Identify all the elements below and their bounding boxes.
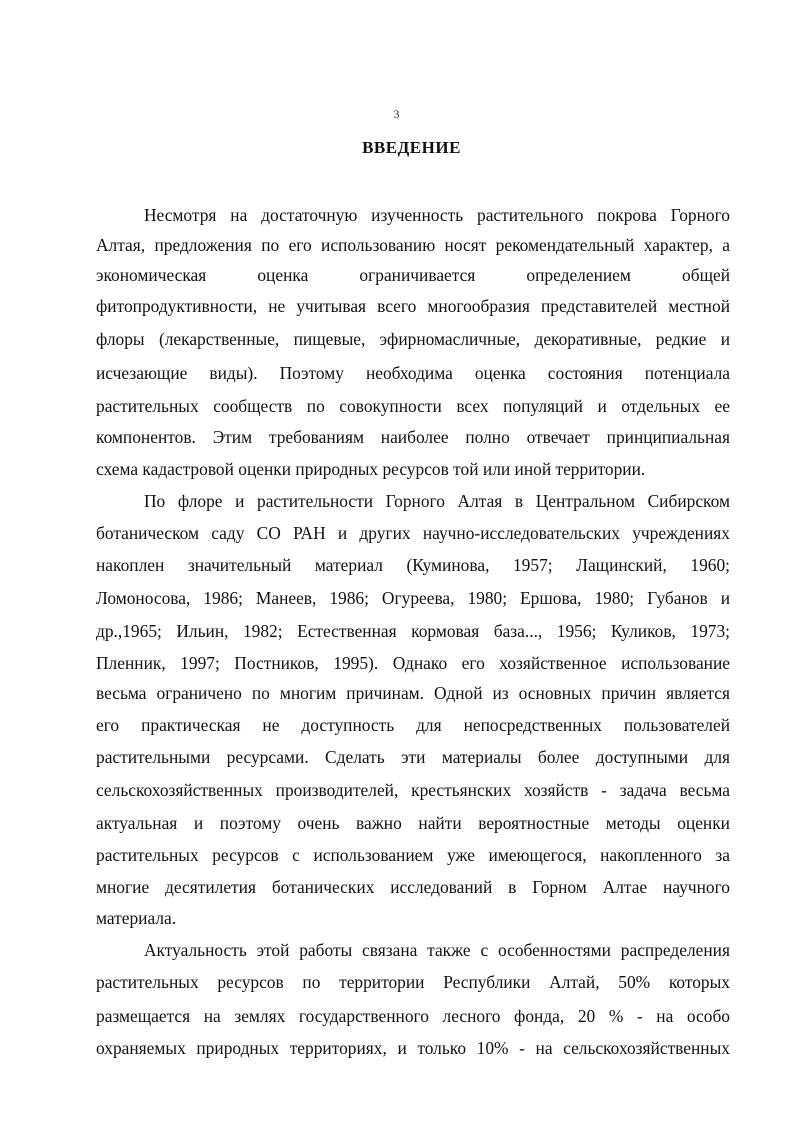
paragraph-2-line: актуальная и поэтому очень важно найти вероятностные методы оценки [96,813,730,833]
paragraph-2-line: растительными ресурсами. Сделать эти материалы более доступными для [96,747,730,767]
paragraph-2-line: накоплен значительный материал (Куминова, 1957; Лащинский, 1960; [96,555,730,575]
paragraph-2-line: многие десятилетия ботанических исследований в Горном Алтае научного [96,877,730,897]
paragraph-3-line: Актуальность этой работы связана также с особенностями распределения [144,940,730,960]
paragraph-2-line: Ломоносова, 1986; Манеев, 1986; Огуреева, 1980; Ершова, 1980; Губанов и [96,588,730,608]
paragraph-1-line: флоры (лекарственные, пищевые, эфирномасличные, декоративные, редкие и [96,329,730,349]
paragraph-2-line: весьма ограничено по многим причинам. Одной из основных причин является [96,683,730,703]
paragraph-2-line: растительных ресурсов с использованием уже имеющегося, накопленного за [96,845,730,865]
paragraph-2-line: Пленник, 1997; Постников, 1995). Однако его хозяйственное использование [96,653,730,673]
paragraph-1-line: схема кадастровой оценки природных ресурсов той или иной территории. [96,459,646,479]
page-number: 3 [393,107,400,121]
paragraph-1-line: экономическая оценка ограничивается определением общей [96,265,730,285]
paragraph-3-line: размещается на землях государственного лесного фонда, 20 % - на особо [96,1006,730,1026]
paragraph-1-line: растительных сообществ по совокупности всех популяций и отдельных ее [96,396,730,416]
paragraph-1-line: Алтая, предложения по его использованию носят рекомендательный характер, а [96,235,730,255]
paragraph-2-line: материала. [96,908,177,928]
paragraph-2-line: ботаническом саду СО РАН и других научно-исследовательских учреждениях [96,523,730,543]
paragraph-2-line: его практическая не доступность для непосредственных пользователей [96,715,730,735]
section-heading: ВВЕДЕНИЕ [362,138,461,157]
paragraph-2-line: сельскохозяйственных производителей, крестьянских хозяйств - задача весьма [96,780,730,800]
paragraph-1-line: компонентов. Этим требованиям наиболее полно отвечает принципиальная [96,427,730,447]
paragraph-1-line: фитопродуктивности, не учитывая всего многообразия представителей местной [96,296,730,316]
paragraph-1-line: исчезающие виды). Поэтому необходима оценка состояния потенциала [96,363,730,383]
paragraph-3-line: растительных ресурсов по территории Республики Алтай, 50% которых [96,972,730,992]
paragraph-2-line: др.,1965; Ильин, 1982; Естественная кормовая база..., 1956; Куликов, 1973; [96,621,730,641]
paragraph-2-line: По флоре и растительности Горного Алтая в Центральном Сибирском [144,491,730,511]
paragraph-3-line: охраняемых природных территориях, и только 10% - на сельскохозяйственных [96,1038,730,1058]
paragraph-1-line: Несмотря на достаточную изученность растительного покрова Горного [144,205,730,225]
